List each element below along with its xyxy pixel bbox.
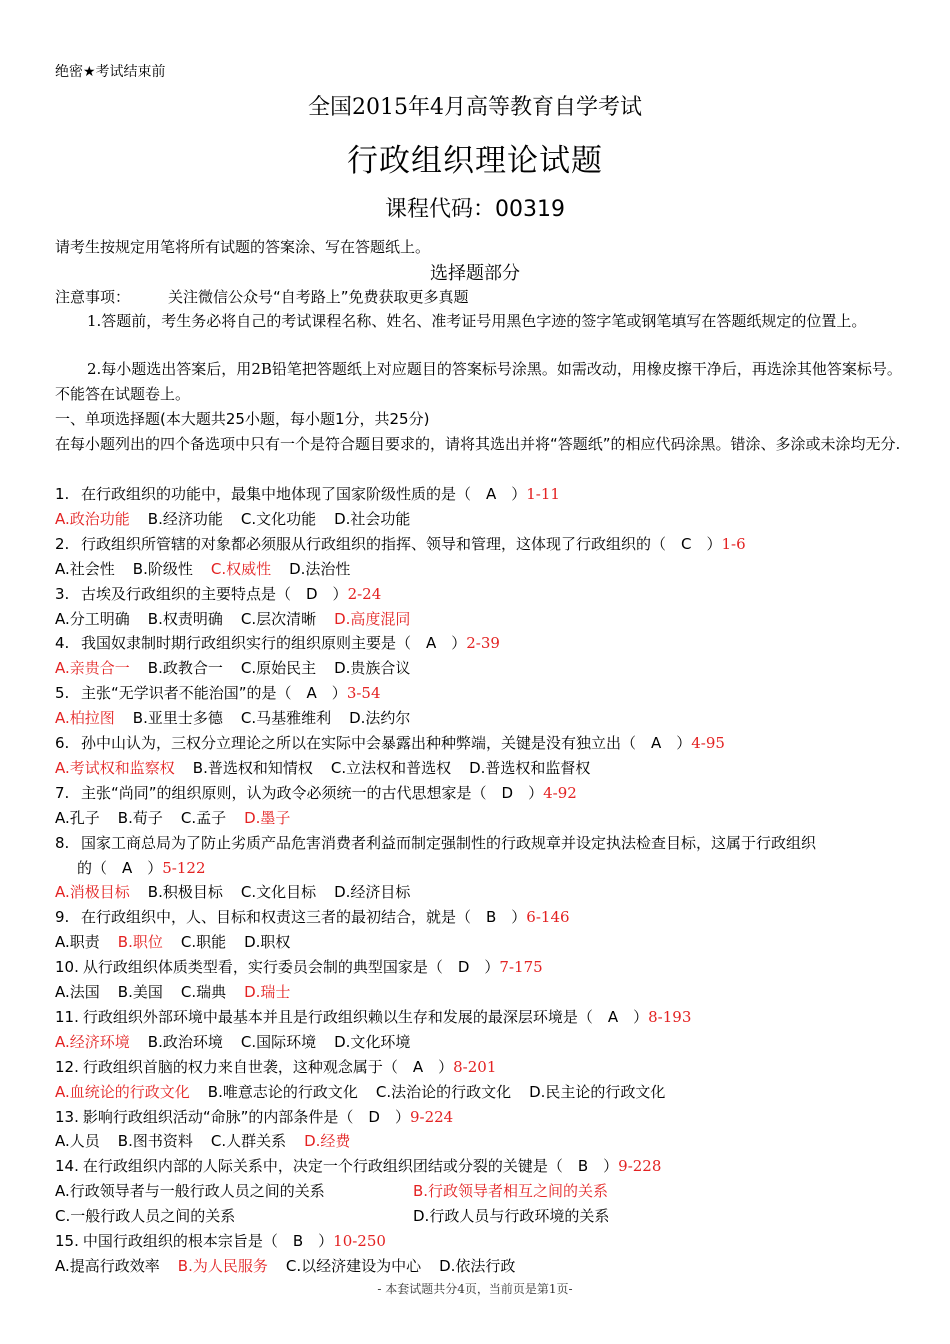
options-row <box>55 757 905 778</box>
question-4 <box>55 632 905 653</box>
question-text: 行政组织所管辖的对象都必须服从行政组织的指挥、领导和管理，这体现了行政组织的（ C ） <box>81 534 722 553</box>
question-9 <box>55 906 905 927</box>
answer-option: C.国际环境 <box>240 1032 317 1051</box>
question-8-continued <box>55 857 927 878</box>
options-row <box>55 707 905 728</box>
answer-option-correct: B.职位 <box>117 933 163 952</box>
options-row <box>55 881 905 902</box>
question-10 <box>55 956 905 977</box>
options-row <box>55 558 905 579</box>
answer-option: C.马基雅维利 <box>240 709 332 728</box>
answer-option: D.社会功能 <box>334 509 411 528</box>
options-row <box>55 1130 905 1151</box>
answer-option: B.图书资料 <box>117 1132 193 1151</box>
notes-label: 注意事项： <box>55 288 131 306</box>
instruction-text: 请考生按规定用笔将所有试题的答案涂、写在答题纸上。 <box>55 238 431 256</box>
course-code: 课程代码：00319 <box>385 197 565 222</box>
question-number: 11. <box>55 1007 79 1026</box>
answer-option: C.一般行政人员之间的关系 <box>55 1207 236 1226</box>
question-text: 国家工商总局为了防止劣质产品危害消费者利益而制定强制性的行政规章并设定执法检查目标，这属于行政组织 <box>81 833 817 852</box>
answer-option: B.阶级性 <box>132 559 193 578</box>
page-reference: 4-95 <box>691 734 725 752</box>
answer-option: B.政治环境 <box>147 1032 223 1051</box>
options-row <box>55 608 905 629</box>
options-row <box>55 981 905 1002</box>
question-3 <box>55 583 905 604</box>
answer-option-correct: A.经济环境 <box>55 1032 130 1051</box>
question-number: 1. <box>55 485 70 503</box>
answer-option: A.法国 <box>55 983 100 1001</box>
question-11 <box>55 1006 905 1027</box>
answer-option: B.荀子 <box>117 808 163 827</box>
answer-option-correct: A.政治功能 <box>55 509 130 528</box>
answer-option-correct: D.高度混同 <box>334 609 411 628</box>
question-number: 13. <box>55 1107 79 1126</box>
question-number: 3. <box>55 584 70 603</box>
question-number: 2. <box>55 534 70 553</box>
answer-option-correct: D.墨子 <box>244 808 291 827</box>
page-reference: 8-193 <box>648 1007 692 1026</box>
question-12 <box>55 1056 905 1077</box>
options-row <box>55 1255 905 1276</box>
answer-option: B.积极目标 <box>147 883 223 902</box>
options-row <box>55 657 905 678</box>
options-row <box>55 1205 905 1226</box>
page-reference: 4-92 <box>543 783 577 802</box>
part1-title: 一、单项选择题(本大题共25小题，每小题1分，共25分) <box>55 410 430 428</box>
question-number: 15. <box>55 1232 79 1250</box>
answer-option: C.文化目标 <box>240 883 317 902</box>
page-reference: 1-6 <box>721 534 746 553</box>
answer-option-correct: D.经费 <box>304 1132 351 1151</box>
answer-option-correct: C.权威性 <box>210 559 272 578</box>
answer-option: C.瑞典 <box>180 983 227 1001</box>
answer-option-correct: B.为人民服务 <box>177 1256 268 1275</box>
question-number: 5. <box>55 684 70 703</box>
answer-option: C.孟子 <box>180 808 227 827</box>
question-1 <box>55 483 905 504</box>
part1-description: 在每小题列出的四个备选项中只有一个是符合题目要求的，请将其选出并将“答题纸”的相应代码涂黑。错涂、多涂或未涂均无分. <box>55 435 901 453</box>
question-text: 主张“无学识者不能治国”的是（ A ） <box>81 684 347 703</box>
options-row <box>55 1031 905 1052</box>
page-reference: 1-11 <box>526 485 560 503</box>
question-text: 我国奴隶制时期行政组织实行的组织原则主要是（ A ） <box>81 634 467 653</box>
question-number: 14. <box>55 1157 79 1176</box>
question-text-continued: 的（ A ） <box>77 858 163 877</box>
question-5 <box>55 682 905 703</box>
answer-option: D.贵族合议 <box>334 659 411 678</box>
options-row <box>55 508 905 529</box>
answer-option: D.法治性 <box>289 559 351 578</box>
page-reference: 3-54 <box>346 684 381 703</box>
question-13 <box>55 1106 905 1127</box>
answer-option: B.经济功能 <box>147 509 223 528</box>
answer-option: C.文化功能 <box>240 509 317 528</box>
answer-option: B.权责明确 <box>147 609 223 628</box>
answer-option-correct: A.考试权和监察权 <box>55 758 175 777</box>
answer-option: A.分工明确 <box>55 609 130 628</box>
answer-option: D.行政人员与行政环境的关系 <box>413 1207 610 1226</box>
answer-option: D.依法行政 <box>439 1256 516 1275</box>
question-7 <box>55 782 905 803</box>
question-text: 影响行政组织活动“命脉”的内部条件是（ D ） <box>82 1107 410 1126</box>
answer-option: B.美国 <box>117 983 163 1001</box>
question-text: 在行政组织内部的人际关系中，决定一个行政组织团结或分裂的关键是（ B ） <box>82 1157 619 1176</box>
question-14 <box>55 1155 905 1176</box>
answer-option-correct: A.亲贵合一 <box>55 659 130 678</box>
answer-option: D.职权 <box>244 933 291 952</box>
answer-option: B.普选权和知情权 <box>192 758 313 777</box>
question-text: 在行政组织的功能中，最集中地体现了国家阶级性质的是（ A ） <box>81 485 527 503</box>
exam-title: 行政组织理论试题 <box>347 143 603 179</box>
answer-option-correct: D.瑞士 <box>244 983 291 1001</box>
question-text: 行政组织首脑的权力来自世袭，这种观念属于（ A ） <box>82 1057 454 1076</box>
question-2 <box>55 533 905 554</box>
question-number: 7. <box>55 783 70 802</box>
answer-option-correct: A.血统论的行政文化 <box>55 1082 190 1101</box>
answer-option: B.亚里士多德 <box>132 709 223 728</box>
answer-option-correct: A.消极目标 <box>55 883 130 902</box>
answer-option: C.人群关系 <box>210 1132 287 1151</box>
page-reference: 9-224 <box>409 1107 454 1126</box>
question-text: 从行政组织体质类型看，实行委员会制的典型国家是（ D ） <box>82 958 500 977</box>
answer-option-correct: A.柏拉图 <box>55 709 115 728</box>
page-reference: 2-39 <box>466 634 500 653</box>
page-footer: - 本套试题共分4页，当前页是第1页- <box>377 1282 573 1296</box>
answer-option: C.原始民主 <box>240 659 317 678</box>
notes-line <box>55 286 905 307</box>
answer-option: D.民主论的行政文化 <box>529 1082 666 1101</box>
question-15 <box>55 1230 905 1251</box>
page-reference: 9-228 <box>618 1157 662 1176</box>
options-row <box>55 1180 905 1201</box>
answer-option: C.职能 <box>180 933 227 952</box>
question-number: 4. <box>55 634 70 653</box>
question-number: 12. <box>55 1057 79 1076</box>
answer-option: A.行政领导者与一般行政人员之间的关系 <box>55 1182 325 1201</box>
page-reference: 5-122 <box>162 858 206 877</box>
answer-option-correct: B.行政领导者相互之间的关系 <box>413 1182 609 1201</box>
note-1: 1.答题前，考生务必将自己的考试课程名称、姓名、准考证号用黑色字迹的签字笔或钢笔填写在答题纸规定的位置上。 <box>87 312 867 330</box>
answer-option: D.普选权和监督权 <box>469 758 591 777</box>
options-row <box>55 1081 905 1102</box>
answer-option: B.唯意志论的行政文化 <box>207 1082 358 1101</box>
page-reference: 6-146 <box>526 908 570 927</box>
answer-option: D.法约尔 <box>349 709 411 728</box>
exam-header: 全国2015年4月高等教育自学考试 <box>308 95 642 120</box>
answer-option: A.提高行政效率 <box>55 1256 160 1275</box>
notes-extra: 关注微信公众号“自考路上”免费获取更多真题 <box>168 288 469 306</box>
page-reference: 10-250 <box>333 1232 386 1250</box>
note-2: 2.每小题选出答案后，用2B铅笔把答题纸上对应题目的答案标号涂黑。如需改动，用橡皮擦干净后，再选涂其他答案标号。不能答在试题卷上。 <box>55 360 902 403</box>
answer-option: B.政教合一 <box>147 659 223 678</box>
question-text: 孙中山认为，三权分立理论之所以在实际中会暴露出种种弊端，关键是没有独立出（ A ） <box>81 734 692 752</box>
answer-option: A.职责 <box>55 933 100 952</box>
page-reference: 8-201 <box>453 1057 497 1076</box>
question-text: 行政组织外部环境中最基本并且是行政组织赖以生存和发展的最深层环境是（ A ） <box>82 1007 649 1026</box>
answer-option: A.孔子 <box>55 808 100 827</box>
answer-option: D.经济目标 <box>334 883 411 902</box>
question-number: 6. <box>55 734 70 752</box>
question-number: 10. <box>55 958 79 977</box>
answer-option: A.社会性 <box>55 559 115 578</box>
question-text: 古埃及行政组织的主要特点是（ D ） <box>81 584 348 603</box>
question-text: 主张“尚同”的组织原则，认为政令必须统一的古代思想家是（ D ） <box>81 783 544 802</box>
options-row <box>55 807 905 828</box>
options-row <box>55 931 905 952</box>
page-reference: 2-24 <box>347 584 382 603</box>
question-number: 8. <box>55 833 70 852</box>
question-text: 在行政组织中，人、目标和权责这三者的最初结合，就是（ B ） <box>81 908 527 927</box>
answer-option: C.立法权和普选权 <box>330 758 452 777</box>
question-8 <box>55 832 905 853</box>
answer-option: C.法治论的行政文化 <box>375 1082 512 1101</box>
answer-option: D.文化环境 <box>334 1032 411 1051</box>
question-number: 9. <box>55 908 70 927</box>
page-reference: 7-175 <box>499 958 543 977</box>
answer-option: C.以经济建设为中心 <box>285 1256 422 1275</box>
question-text: 中国行政组织的根本宗旨是（ B ） <box>82 1232 334 1250</box>
section-title: 选择题部分 <box>430 263 520 284</box>
answer-option: A.人员 <box>55 1132 100 1151</box>
question-6 <box>55 732 905 753</box>
answer-option: C.层次清晰 <box>240 609 317 628</box>
confidential-label: 绝密★考试结束前 <box>55 64 166 80</box>
